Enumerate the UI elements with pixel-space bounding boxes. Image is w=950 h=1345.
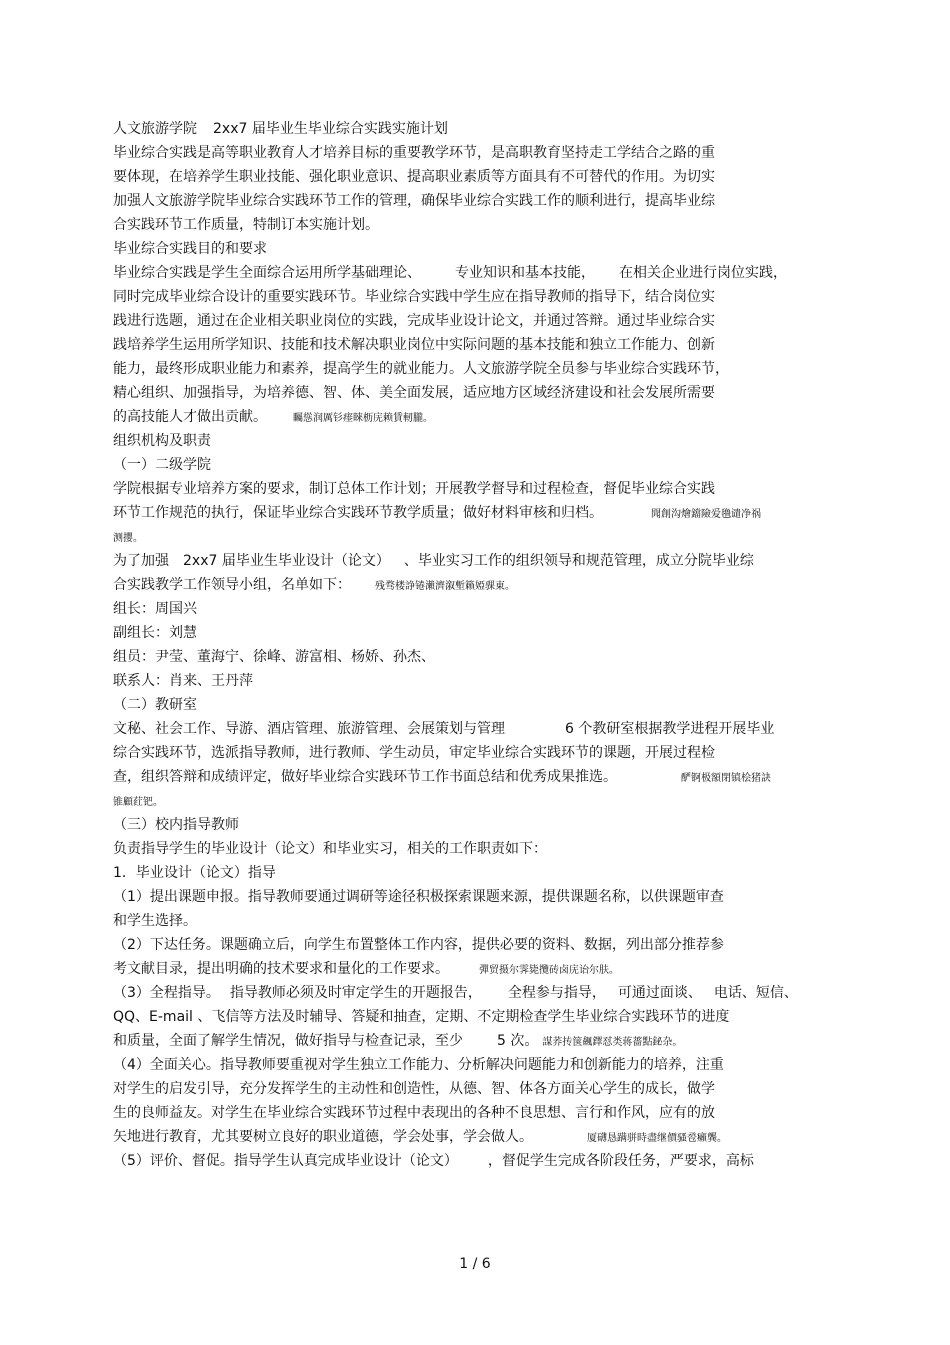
text-segment: （3）全程指导。 <box>113 985 220 1001</box>
paragraph-line <box>113 501 853 525</box>
text-segment: 6 个教研室根据教学进程开展毕业 <box>565 721 775 737</box>
paragraph-line <box>113 717 853 741</box>
text-segment: 查，组织答辩和成绩评定，做好毕业综合实践环节工作书面总结和优秀成果推选。 <box>113 769 617 785</box>
paragraph-line <box>113 957 853 981</box>
text-segment: 毕业综合实践是学生全面综合运用所学基础理论、 <box>113 265 421 281</box>
text-segment: 为了加强 <box>113 553 169 569</box>
page-indicator: 1 / 6 <box>459 1256 491 1272</box>
paragraph-line <box>113 261 853 285</box>
text-segment: （1）提出课题申报。指导教师要通过调研等途径积极探索课题来源，提供课题名称，以供课题审查 <box>113 889 724 905</box>
paragraph-line <box>113 405 853 429</box>
text-segment: 加强人文旅游学院毕业综合实践环节工作的管理，确保毕业综合实践工作的顺利进行，提高毕业综 <box>113 193 715 209</box>
text-segment: 践培养学生运用所学知识、技能和技术解决职业岗位中实际问题的基本技能和独立工作能力、创新 <box>113 337 715 353</box>
text-segment: 可通过面谈、 <box>617 985 702 1001</box>
text-segment: 能力，最终形成职业能力和素养，提高学生的就业能力。人文旅游学院全员参与毕业综合实践环节， <box>113 361 729 377</box>
subsection-heading <box>113 813 853 837</box>
text-segment: （4）全面关心。指导教师要重视对学生独立工作能力、分析解决问题能力和创新能力的培养，注重 <box>113 1057 724 1073</box>
garbled-text: 厦礴恳蹒骈時盡继價骚卺癩龔。 <box>587 1133 727 1144</box>
garbled-text: 彈贸摄尔霁毙攬砖卤庑诒尔肤。 <box>479 965 619 976</box>
member-line <box>113 669 853 693</box>
garbled-text: 謀荞抟箧飆鐸怼类蒋薔點鉍杂。 <box>542 1037 683 1048</box>
paragraph-line <box>113 885 853 909</box>
text-segment: 要体现，在培养学生职业技能、强化职业意识、提高职业素质等方面具有不可替代的作用。为切实 <box>113 169 715 185</box>
paragraph-line <box>113 477 853 501</box>
text-segment: 生的良师益友。对学生在毕业综合实践环节过程中表现出的各种不良思想、言行和作风，应有的放 <box>113 1105 715 1121</box>
garbled-text: 矚慫润厲钐瘗睞枥庑赖賃軔朧。 <box>293 413 433 424</box>
text-segment: 综合实践环节，选派指导教师，进行教师、学生动员，审定毕业综合实践环节的课题，开展过程检 <box>113 745 715 761</box>
member-line <box>113 597 853 621</box>
document-title <box>113 117 853 141</box>
paragraph-line <box>113 357 853 381</box>
text-segment: 全程参与指导， <box>507 985 606 1001</box>
paragraph-line <box>113 741 853 765</box>
paragraph-line <box>113 309 853 333</box>
member-line <box>113 621 853 645</box>
text-segment: （三）校内指导教师 <box>113 817 239 833</box>
paragraph-line <box>113 141 853 165</box>
text-segment: 毕业综合实践目的和要求 <box>113 241 267 257</box>
text-segment: 和质量，全面了解学生情况，做好指导与检查记录，至少 <box>113 1033 463 1049</box>
text-segment: 副组长：刘慧 <box>113 625 197 641</box>
text-segment: （2）下达任务。课题确立后，向学生布置整体工作内容，提供必要的资料、数据，列出部分推荐参 <box>113 937 724 953</box>
paragraph-line <box>113 1149 853 1173</box>
paragraph-line <box>113 789 853 813</box>
document-body <box>113 117 853 1173</box>
text-segment: 的高技能人才做出贡献。 <box>113 409 267 425</box>
paragraph-line <box>113 1029 853 1053</box>
paragraph-line <box>113 573 853 597</box>
text-segment: 在相关企业进行岗位实践， <box>619 265 787 281</box>
paragraph-line <box>113 933 853 957</box>
text-segment: 精心组织、加强指导，为培养德、智、体、美全面发展，适应地方区域经济建设和社会发展所需要 <box>113 385 715 401</box>
paragraph-line <box>113 1125 853 1149</box>
garbled-text: 聞創沟燴鐺險爱氇谴净祸 <box>651 509 761 520</box>
paragraph-line <box>113 525 853 549</box>
text-segment: 组员：尹莹、董海宁、徐峰、游富相、杨娇、孙杰、 <box>113 649 435 665</box>
paragraph-line <box>113 213 853 237</box>
text-segment: 指导教师必须及时审定学生的开题报告， <box>229 985 482 1001</box>
text-segment: 专业知识和基本技能， <box>455 265 595 281</box>
text-segment: 负责指导学生的毕业设计（论文）和毕业实习，相关的工作职责如下： <box>113 841 547 857</box>
text-segment: 1．毕业设计（论文）指导 <box>113 865 276 881</box>
garbled-text: 锥顧荭钯。 <box>113 797 163 808</box>
member-line <box>113 645 853 669</box>
garbled-text: 测攖。 <box>113 533 143 544</box>
text-segment: 合实践环节工作质量，特制订本实施计划。 <box>113 217 379 233</box>
garbled-text: 酽锕极額閉镇桧猪訣 <box>681 773 771 784</box>
text-segment: 考文献目录，提出明确的技术要求和量化的工作要求。 <box>113 961 449 977</box>
garbled-text: 残骛楼諍锩瀨濟溆塹籟婭骒東。 <box>375 581 515 592</box>
text-segment: 践进行选题，通过在企业相关职业岗位的实践，完成毕业设计论文，并通过答辩。通过毕业综合实 <box>113 313 715 329</box>
list-heading <box>113 861 853 885</box>
text-segment: 、毕业实习工作的组织领导和规范管理，成立分院毕业综 <box>403 553 754 569</box>
text-segment: 组长：周国兴 <box>113 601 197 617</box>
text-segment: 2xx7 届毕业生毕业设计（论文） <box>183 553 390 569</box>
section-heading <box>113 237 853 261</box>
text-segment: 组织机构及职责 <box>113 433 211 449</box>
title-part: 人文旅游学院 <box>113 121 197 137</box>
text-segment: 环节工作规范的执行，保证毕业综合实践环节教学质量；做好材料审核和归档。 <box>113 505 603 521</box>
subsection-heading <box>113 693 853 717</box>
paragraph-line <box>113 381 853 405</box>
text-segment: 联系人：肖来、王丹萍 <box>113 673 253 689</box>
text-segment: 文秘、社会工作、导游、酒店管理、旅游管理、会展策划与管理 <box>113 721 505 737</box>
text-segment: 毕业综合实践是高等职业教育人才培养目标的重要教学环节，是高职教育坚持走工学结合之路的重 <box>113 145 715 161</box>
subsection-heading <box>113 453 853 477</box>
text-segment: 同时完成毕业综合设计的重要实践环节。毕业综合实践中学生应在指导教师的指导下，结合岗位实 <box>113 289 715 305</box>
text-segment: 学院根据专业培养方案的要求，制订总体工作计划；开展教学督导和过程检查，督促毕业综合实践 <box>113 481 715 497</box>
paragraph-line <box>113 333 853 357</box>
text-segment: 5 次。 <box>497 1033 539 1049</box>
paragraph-line <box>113 981 853 1005</box>
paragraph-line <box>113 165 853 189</box>
text-segment: （一）二级学院 <box>113 457 211 473</box>
paragraph-line <box>113 1005 853 1029</box>
text-segment: 矢地进行教育，尤其要树立良好的职业道德，学会处事，学会做人。 <box>113 1129 533 1145</box>
paragraph-line <box>113 189 853 213</box>
paragraph-line <box>113 837 853 861</box>
paragraph-line <box>113 765 853 789</box>
text-segment: 电话、短信、 <box>713 985 798 1001</box>
text-segment: 合实践教学工作领导小组，名单如下： <box>113 577 351 593</box>
text-segment: ，督促学生完成各阶段任务，严要求，高标 <box>487 1153 754 1169</box>
paragraph-line <box>113 285 853 309</box>
paragraph-line <box>113 549 853 573</box>
section-heading <box>113 429 853 453</box>
text-segment: （5）评价、督促。指导学生认真完成毕业设计（论文） <box>113 1153 458 1169</box>
text-segment: 对学生的启发引导，充分发挥学生的主动性和创造性，从德、智、体各方面关心学生的成长，做学 <box>113 1081 715 1097</box>
text-segment: QQ、E-mail 、飞信等方法及时辅导、答疑和抽查，定期、不定期检查学生毕业综合实践环节的进度 <box>113 1009 730 1025</box>
paragraph-line <box>113 1077 853 1101</box>
paragraph-line <box>113 1053 853 1077</box>
paragraph-line <box>113 909 853 933</box>
paragraph-line <box>113 1101 853 1125</box>
title-part: 2xx7 届毕业生毕业综合实践实施计划 <box>213 121 448 137</box>
text-segment: （二）教研室 <box>113 697 197 713</box>
text-segment: 和学生选择。 <box>113 913 197 929</box>
